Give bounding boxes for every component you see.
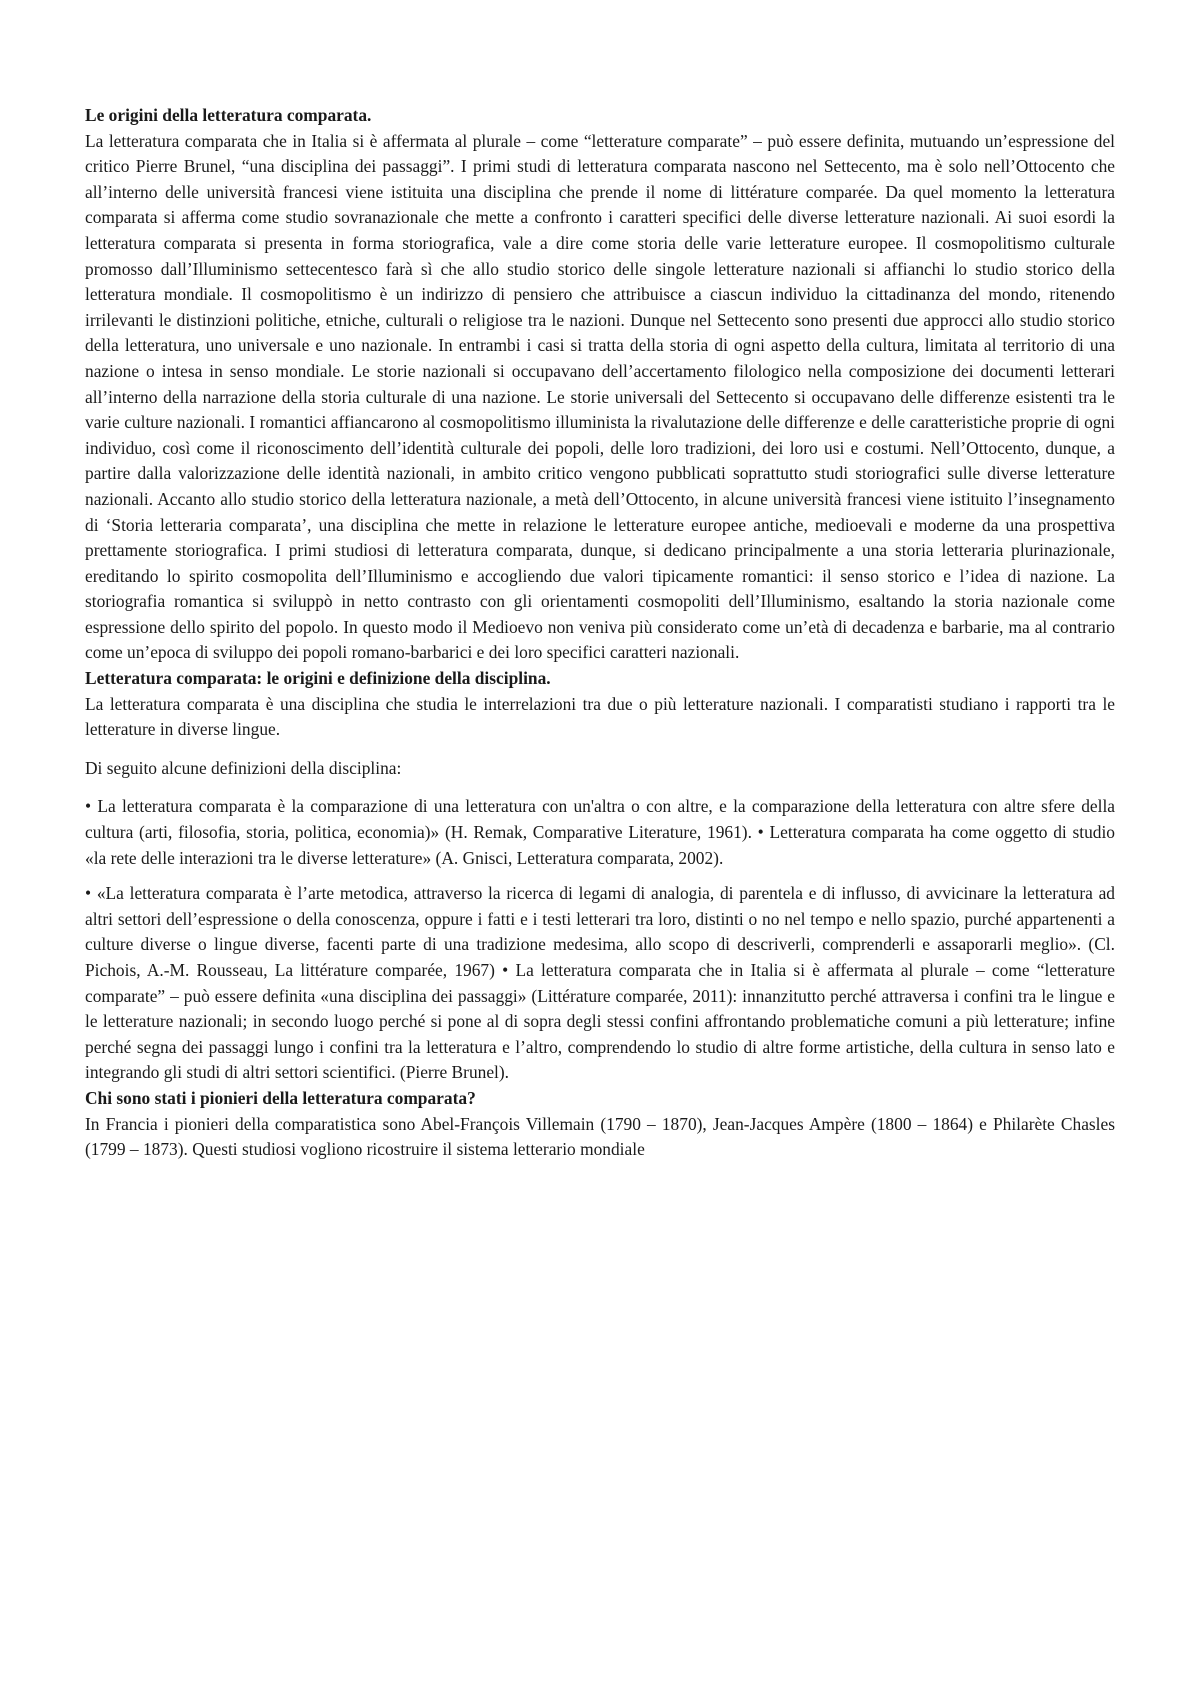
paragraph-definizioni-lead: Di seguito alcune definizioni della disciplina:: [85, 757, 402, 778]
section-heading-origini: Le origini della letteratura comparata.: [85, 105, 372, 125]
paragraph-definizione-pichois-brunel: • «La letteratura comparata è l’arte metodica, attraverso la ricerca di legami di analogia, di parentela e di influsso, di avvicinare la letteratura ad altri settori dell’espressione o della conoscenza, oppure i fatti e i testi letterari tra loro, distinti o no nel tempo e nello spazio, purché appartenenti a culture diverse o lingue diverse, facenti parte di una tradizione medesima, allo scopo di descriverli, comprenderli e assaporarli meglio». (Cl. Pichois, A.-M. Rousseau, La littérature comparée, 1967) • La letteratura comparata che in Italia si è affermata al plurale – come “letterature comparate” – può essere definita «una disciplina dei passaggi» (Littérature comparée, 2011): innanzitutto perché attraversa i confini tra le lingue e le letterature nazionali; in secondo luogo perché si pone al di sopra degli stessi confini affrontando problematiche comuni a più letterature; infine perché segna dei passaggi lungo i confini tra la letteratura e l’altro, comprendendo lo studio di altre forme artistiche, della cultura in senso lato e integrando gli studi di altri settori scientifici. (Pierre Brunel).: [85, 883, 1115, 1083]
paragraph-definizione-intro: La letteratura comparata è una disciplina che studia le interrelazioni tra due o più letterature nazionali. I comparatisti studiano i rapporti tra le letterature in diverse lingue.: [85, 693, 1115, 740]
paragraph-origini: La letteratura comparata che in Italia si è affermata al plurale – come “letterature comparate” – può essere definita, mutuando un’espressione del critico Pierre Brunel, “una disciplina dei passaggi”. I primi studi di letteratura comparata nascono nel Settecento, ma è solo nell’Ottocento che all’interno delle università francesi viene istituita una disciplina che prende il nome di littérature comparée. Da quel momento la letteratura comparata si afferma come studio sovranazionale che mette a confronto i caratteri specifici delle diverse letterature nazionali. Ai suoi esordi la letteratura comparata si presenta in forma storiografica, vale a dire come storia delle varie letterature europee. Il cosmopolitismo culturale promosso dall’Illuminismo settecentesco farà sì che allo studio storico delle singole letterature nazionali si affianchi lo studio storico della letteratura mondiale. Il cosmopolitismo è un indirizzo di pensiero che attribuisce a ciascun individuo la cittadinanza del mondo, ritenendo irrilevanti le distinzioni politiche, etniche, culturali o religiose tra le nazioni. Dunque nel Settecento sono presenti due approcci allo studio storico della letteratura, uno universale e uno nazionale. In entrambi i casi si tratta della storia di ogni aspetto della cultura, limitata al territorio di una nazione o intesa in senso mondiale. Le storie nazionali si occupavano dell’accertamento filologico nella composizione dei documenti letterari all’interno della narrazione della storia culturale di una nazione. Le storie universali del Settecento si occupavano delle differenze esistenti tra le varie culture nazionali. I romantici affiancarono al cosmopolitismo illuminista la rivalutazione delle differenze e delle caratteristiche proprie di ogni individuo, così come il riconoscimento dell’identità culturale dei popoli, delle loro tradizioni, dei loro usi e costumi. Nell’Ottocento, dunque, a partire dalla valorizzazione delle identità nazionali, in ambito critico vengono pubblicati soprattutto studi storiografici sulle diverse letterature nazionali. Accanto allo studio storico della letteratura nazionale, a metà dell’Ottocento, in alcune università francesi viene istituito l’insegnamento di ‘Storia letteraria comparata’, una disciplina che mette in relazione le letterature europee antiche, medioevali e moderne da una prospettiva prettamente storiografica. I primi studiosi di letteratura comparata, dunque, si dedicano principalmente a una storia letteraria plurinazionale, ereditando lo spirito cosmopolita dell’Illuminismo e accogliendo due valori tipicamente romantici: il senso storico e l’idea di nazione. La storiografia romantica si sviluppò in netto contrasto con gli orientamenti cosmopoliti dell’Illuminismo, esaltando la storia nazionale come espressione dello spirito del popolo. In questo modo il Medioevo non veniva più considerato come un’età di decadenza e barbarie, ma al contrario come un’epoca di sviluppo dei popoli romano-barbarici e dei loro specifici caratteri nazionali.: [85, 130, 1115, 663]
document-page: [85, 103, 1115, 1163]
section-heading-definizione: Letteratura comparata: le origini e definizione della disciplina.: [85, 668, 551, 689]
section-heading-pionieri: Chi sono stati i pionieri della letteratura comparata?: [85, 1087, 476, 1108]
paragraph-definizione-remak-gnisci: • La letteratura comparata è la comparazione di una letteratura con un'altra o con altre, e la comparazione della letteratura con altre sfere della cultura (arti, filosofia, storia, politica, economia)» (H. Remak, Comparative Literature, 1961). • Letteratura comparata ha come oggetto di studio «la rete delle interazioni tra le diverse letterature» (A. Gnisci, Letteratura comparata, 2002).: [85, 796, 1115, 868]
paragraph-pionieri: In Francia i pionieri della comparatistica sono Abel-François Villemain (1790 – 1870), Jean-Jacques Ampère (1800 – 1864) e Philarète Chasles (1799 – 1873). Questi studiosi vogliono ricostruire il sistema letterario mondiale: [85, 1113, 1115, 1160]
